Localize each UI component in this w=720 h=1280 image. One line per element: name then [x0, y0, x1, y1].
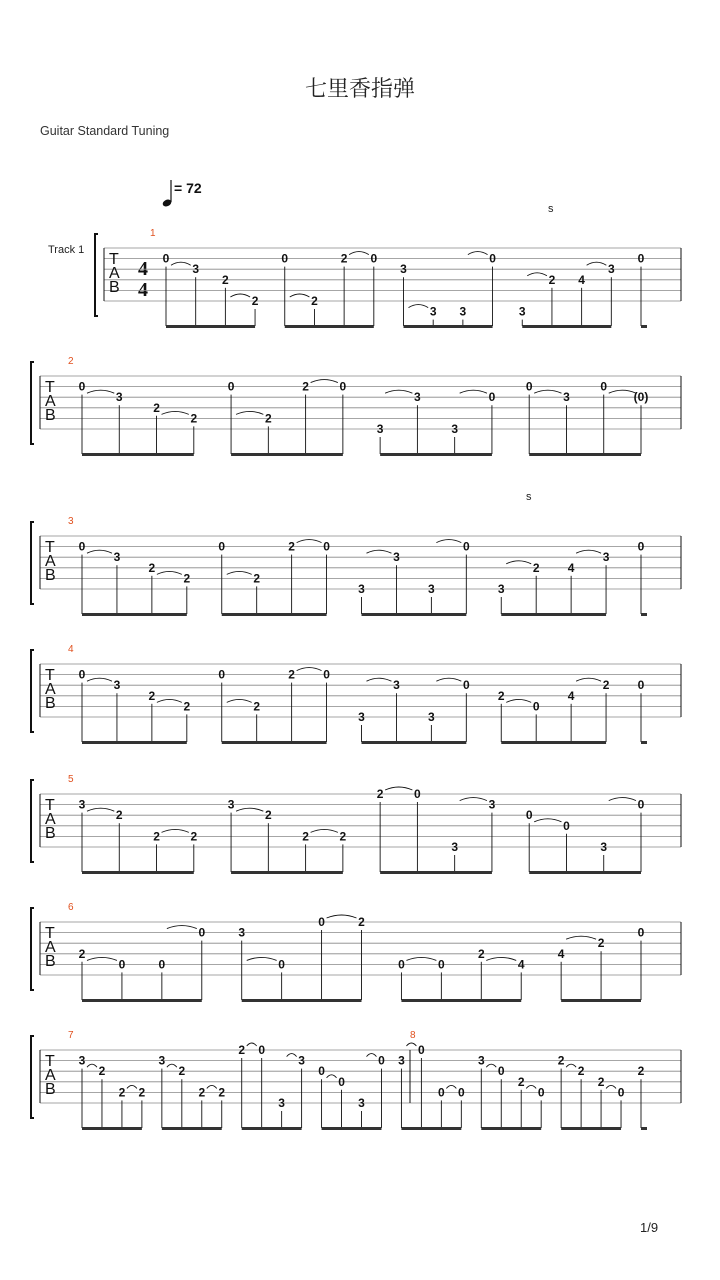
- tab-system: [31, 1030, 681, 1130]
- measure-number: 6: [68, 902, 74, 913]
- system-bracket: [31, 1036, 34, 1118]
- tie-arc: [576, 550, 601, 553]
- beam: [404, 325, 493, 328]
- tab-note: 2: [302, 379, 309, 394]
- tab-letter: B: [45, 825, 56, 842]
- beam: [82, 871, 194, 874]
- tab-note: 0: [339, 379, 347, 394]
- tie-arc: [327, 1075, 337, 1078]
- tie-arc: [566, 936, 596, 939]
- tab-note: 0: [378, 1053, 385, 1068]
- beam: [242, 1127, 302, 1130]
- measure-number: 3: [68, 516, 74, 527]
- tempo-marking: [162, 180, 202, 208]
- tab-note: 0: [218, 539, 226, 554]
- tab-note: 2: [190, 829, 198, 844]
- tie-arc: [311, 380, 338, 383]
- tab-note: 2: [178, 1064, 186, 1079]
- tie-arc: [436, 678, 461, 681]
- tie-arc: [87, 550, 112, 553]
- tab-note: 2: [302, 829, 309, 844]
- tab-note: 0: [418, 1043, 425, 1057]
- tab-note: 3: [451, 422, 459, 436]
- tie-arc: [87, 957, 117, 960]
- tie-arc: [157, 699, 182, 702]
- beam: [481, 1127, 541, 1130]
- tie-arc: [576, 678, 601, 681]
- tie-arc: [385, 787, 412, 790]
- beam: [380, 871, 492, 874]
- tab-note: 4: [517, 957, 525, 972]
- beam: [561, 1127, 621, 1130]
- tab-letter: A: [45, 1067, 56, 1084]
- tie-arc: [247, 1043, 257, 1046]
- tab-note: 3: [414, 390, 421, 405]
- beam: [362, 741, 467, 744]
- tie-arc: [162, 411, 189, 414]
- tie-arc: [230, 294, 250, 297]
- track-label: Track 1: [48, 244, 85, 256]
- tie-arc: [167, 926, 197, 929]
- tie-arc: [609, 390, 636, 393]
- tab-note: 2: [577, 1064, 585, 1079]
- tab-note: 2: [311, 294, 318, 308]
- tie-arc: [406, 957, 436, 960]
- tab-note: 2: [218, 1085, 226, 1100]
- beam: [561, 999, 641, 1002]
- tab-note: 0: [438, 1085, 445, 1100]
- tie-arc: [406, 1043, 416, 1046]
- tab-note: 0: [532, 699, 540, 714]
- beam: [166, 325, 255, 328]
- tab-note: 0: [462, 678, 470, 693]
- tab-note: 3: [602, 550, 610, 565]
- tie-arc: [297, 540, 322, 543]
- tie-arc: [207, 1085, 217, 1088]
- measure-number: 8: [410, 1030, 416, 1041]
- tab-note: 0: [258, 1043, 266, 1057]
- tab-note: 0: [398, 957, 405, 972]
- tab-note: 2: [637, 1064, 645, 1079]
- tab-note: 0: [457, 1085, 465, 1100]
- tab-note: 0: [323, 667, 330, 682]
- tie-arc: [87, 1064, 97, 1067]
- tie-arc: [385, 390, 412, 393]
- tab-note: 4: [567, 560, 575, 575]
- tab-note: 2: [264, 808, 272, 823]
- tab-system: [31, 902, 681, 1002]
- tie-arc: [162, 829, 189, 832]
- tie-arc: [87, 808, 114, 811]
- tab-letter: A: [45, 811, 56, 828]
- tab-system: [31, 644, 681, 744]
- tab-note: 2: [183, 571, 191, 586]
- tab-note: 2: [602, 678, 610, 693]
- tie-arc: [460, 798, 487, 801]
- tab-note: 3: [113, 678, 121, 693]
- beam: [82, 613, 187, 616]
- tab-note: 2: [253, 699, 261, 714]
- tab-note: 0: [525, 808, 533, 823]
- tab-note: 3: [429, 304, 437, 319]
- beam: [641, 325, 647, 328]
- tie-arc: [87, 390, 114, 393]
- tie-arc: [127, 1085, 137, 1088]
- tab-letter: A: [45, 393, 56, 410]
- tab-note: 3: [78, 797, 86, 812]
- tie-arc: [566, 1064, 576, 1067]
- tab-note: 2: [190, 411, 198, 426]
- tab-note: 0: [323, 539, 330, 554]
- tab-note: 2: [340, 251, 348, 266]
- tie-arc: [227, 571, 252, 574]
- tab-note: 0: [617, 1085, 625, 1100]
- tie-arc: [534, 819, 561, 822]
- tab-note: 3: [115, 390, 123, 405]
- tuning-label: Guitar Standard Tuning: [40, 124, 170, 138]
- tab-note: 2: [118, 1085, 126, 1100]
- tie-arc: [527, 273, 547, 276]
- tab-note: 3: [192, 262, 200, 277]
- beam: [641, 613, 647, 616]
- tab-letter: T: [45, 379, 55, 396]
- beam: [401, 999, 521, 1002]
- tab-note: 2: [532, 560, 540, 575]
- tab-note: 2: [148, 688, 156, 703]
- tie-arc: [609, 798, 636, 801]
- tab-note: 0: [158, 957, 166, 972]
- tie-arc: [468, 252, 488, 255]
- tie-arc: [367, 678, 392, 681]
- tie-arc: [87, 678, 112, 681]
- beam: [529, 453, 641, 456]
- beam: [285, 325, 374, 328]
- tab-note: 3: [477, 1053, 485, 1068]
- tie-arc: [460, 390, 487, 393]
- beam: [231, 871, 343, 874]
- tab-note: 3: [238, 925, 246, 940]
- beam: [362, 613, 467, 616]
- tab-note: 0: [318, 1064, 325, 1079]
- tab-note: 0: [525, 379, 533, 394]
- tab-system: [31, 356, 681, 456]
- system-bracket: [31, 650, 34, 732]
- tab-note: 0: [497, 1064, 505, 1079]
- tab-note: 3: [451, 840, 459, 854]
- tie-arc: [506, 699, 531, 702]
- tie-arc: [367, 1054, 377, 1057]
- tab-letter: T: [45, 797, 55, 814]
- tie-arc: [506, 561, 531, 564]
- tab-note: 2: [98, 1064, 106, 1079]
- tab-note: 0: [338, 1074, 345, 1089]
- tie-arc: [287, 1054, 297, 1057]
- tab-note: 4: [557, 946, 565, 961]
- tab-note: 0: [637, 678, 645, 693]
- system-bracket: [31, 522, 34, 604]
- tab-system: [31, 774, 681, 874]
- tab-note: 0: [218, 667, 226, 682]
- tab-note: 2: [115, 808, 123, 823]
- tab-note: 2: [339, 829, 347, 844]
- tab-note: 3: [497, 582, 505, 596]
- tab-note: 3: [78, 1053, 86, 1068]
- tab-note: 2: [238, 1043, 246, 1057]
- beam: [501, 741, 606, 744]
- tab-note: 2: [251, 294, 259, 308]
- tab-letter: B: [45, 567, 56, 584]
- tab-note: 2: [153, 829, 160, 844]
- beam: [322, 1127, 382, 1130]
- tab-note: 0: [162, 251, 170, 266]
- tab-note: 3: [400, 262, 407, 277]
- tab-note: 2: [358, 915, 365, 929]
- tab-note: 0: [370, 251, 378, 266]
- tab-note: 0: [600, 379, 608, 394]
- tab-letter: B: [45, 1081, 56, 1098]
- beam: [82, 1127, 142, 1130]
- tab-note: 2: [148, 560, 156, 575]
- beam: [401, 1127, 461, 1130]
- tab-note: 0: [118, 957, 126, 972]
- tie-arc: [587, 262, 607, 265]
- tab-note: 0: [78, 539, 86, 554]
- beam: [222, 741, 327, 744]
- tab-letter: B: [45, 953, 56, 970]
- tab-note: 0: [281, 251, 289, 266]
- measure-number: 1: [150, 228, 156, 239]
- tab-system: [95, 228, 681, 328]
- beam: [641, 1127, 647, 1130]
- tab-note: 2: [78, 946, 86, 961]
- tab-note: 3: [428, 582, 435, 596]
- tab-letter: T: [45, 925, 55, 942]
- tab-letter: A: [45, 553, 56, 570]
- tab-note: 2: [557, 1053, 565, 1068]
- tab-system: [31, 516, 681, 616]
- tab-note: 3: [358, 710, 365, 724]
- tab-note: 3: [358, 1096, 365, 1110]
- tie-arc: [236, 808, 263, 811]
- tie-arc: [327, 915, 357, 918]
- tab-letter: A: [109, 265, 120, 282]
- beam: [222, 613, 327, 616]
- slide-mark: s: [526, 491, 532, 503]
- tab-letter: T: [109, 251, 119, 268]
- beam: [82, 453, 194, 456]
- tab-note: 3: [113, 550, 121, 565]
- tab-note: 2: [253, 571, 261, 586]
- beam: [641, 741, 647, 744]
- tab-letter: A: [45, 681, 56, 698]
- tab-note: 2: [264, 411, 272, 426]
- tab-note: 3: [227, 797, 235, 812]
- tab-note: 0: [462, 539, 470, 554]
- system-bracket: [31, 908, 34, 990]
- tab-note: 2: [288, 539, 295, 554]
- tab-note: 0: [637, 797, 645, 812]
- beam: [82, 741, 187, 744]
- tab-note: 0: [278, 957, 285, 972]
- tab-note: 2: [198, 1085, 206, 1100]
- tab-note: 4: [578, 272, 585, 287]
- beam: [380, 453, 492, 456]
- tab-note: 2: [376, 787, 384, 801]
- tie-arc: [367, 550, 392, 553]
- tab-note: 3: [298, 1053, 305, 1068]
- tab-note: 0: [637, 925, 645, 940]
- measure-number: 4: [68, 644, 74, 655]
- tie-arc: [486, 957, 516, 960]
- tie-arc: [167, 1064, 177, 1067]
- tie-arc: [446, 1085, 456, 1088]
- tab-note: 2: [288, 667, 295, 682]
- tab-note: 0: [537, 1085, 545, 1100]
- tab-note: 0: [78, 379, 86, 394]
- measure-number: 5: [68, 774, 74, 785]
- tab-letter: B: [45, 695, 56, 712]
- tab-note: 0: [198, 925, 206, 940]
- system-bracket: [95, 234, 98, 316]
- tab-note: 2: [153, 400, 160, 415]
- tab-note: 3: [563, 390, 570, 405]
- time-signature-top: 4: [138, 258, 148, 280]
- tab-note: 0: [438, 957, 445, 972]
- tie-arc: [290, 294, 310, 297]
- system-bracket: [31, 780, 34, 862]
- tie-arc: [157, 571, 182, 574]
- tie-arc: [171, 262, 191, 265]
- tab-note: 2: [183, 699, 191, 714]
- tab-note: 2: [497, 688, 505, 703]
- tie-arc: [297, 668, 322, 671]
- tie-arc: [486, 1064, 496, 1067]
- page-number: 1/9: [640, 1220, 659, 1235]
- tab-letter: A: [45, 939, 56, 956]
- system-bracket: [31, 362, 34, 444]
- tab-note: 3: [393, 550, 400, 565]
- slide-mark: s: [548, 203, 554, 215]
- tie-arc: [311, 829, 338, 832]
- tab-note: 3: [278, 1096, 285, 1110]
- beam: [242, 999, 362, 1002]
- tab-note: 0: [489, 251, 496, 266]
- tab-note: 0: [637, 539, 645, 554]
- page-title: 七里香指弹: [304, 77, 415, 102]
- tab-note: 0: [78, 667, 86, 682]
- tie-arc: [236, 411, 263, 414]
- tab-note: 3: [518, 304, 526, 319]
- tab-note: 3: [393, 678, 400, 693]
- tab-letter: T: [45, 1053, 55, 1070]
- tab-note: (0): [633, 390, 649, 405]
- tab-note: 2: [138, 1085, 146, 1100]
- tab-letter: B: [45, 407, 56, 424]
- tie-arc: [349, 252, 369, 255]
- tab-note: 3: [398, 1053, 405, 1068]
- tab-note: 0: [488, 390, 496, 405]
- tab-letter: B: [109, 279, 120, 296]
- tab-note: 0: [227, 379, 235, 394]
- tab-note: 3: [459, 304, 467, 319]
- tie-arc: [227, 699, 252, 702]
- tab-note: 0: [563, 818, 570, 833]
- measure-number: 2: [68, 356, 74, 367]
- tab-note: 3: [376, 422, 384, 436]
- tab-note: 3: [600, 840, 608, 854]
- tempo-text: = 72: [174, 180, 202, 196]
- beam: [501, 613, 606, 616]
- tab-note: 2: [477, 946, 485, 961]
- measure-number: 7: [68, 1030, 74, 1041]
- beam: [231, 453, 343, 456]
- beam: [529, 871, 641, 874]
- tie-arc: [436, 540, 461, 543]
- tab-note: 2: [597, 1074, 605, 1089]
- tie-arc: [526, 1085, 536, 1088]
- tab-letter: T: [45, 667, 55, 684]
- tab-note: 0: [637, 251, 645, 266]
- beam: [82, 999, 202, 1002]
- tab-note: 3: [607, 262, 615, 277]
- tab-note: 3: [488, 797, 496, 812]
- tab-note: 4: [567, 688, 575, 703]
- tab-note: 0: [414, 787, 421, 801]
- tab-note: 2: [222, 272, 229, 287]
- beam: [522, 325, 611, 328]
- tab-note: 2: [597, 936, 605, 951]
- tab-note: 3: [428, 710, 435, 724]
- time-signature-bottom: 4: [138, 279, 148, 301]
- tie-arc: [606, 1085, 616, 1088]
- tab-note: 0: [318, 915, 325, 929]
- tie-arc: [409, 305, 429, 308]
- tab-letter: T: [45, 539, 55, 556]
- tie-arc: [534, 390, 561, 393]
- tie-arc: [247, 957, 277, 960]
- tab-note: 3: [358, 582, 365, 596]
- tab-note: 2: [548, 272, 556, 287]
- tab-note: 3: [158, 1053, 166, 1068]
- tab-note: 2: [517, 1074, 525, 1089]
- beam: [162, 1127, 222, 1130]
